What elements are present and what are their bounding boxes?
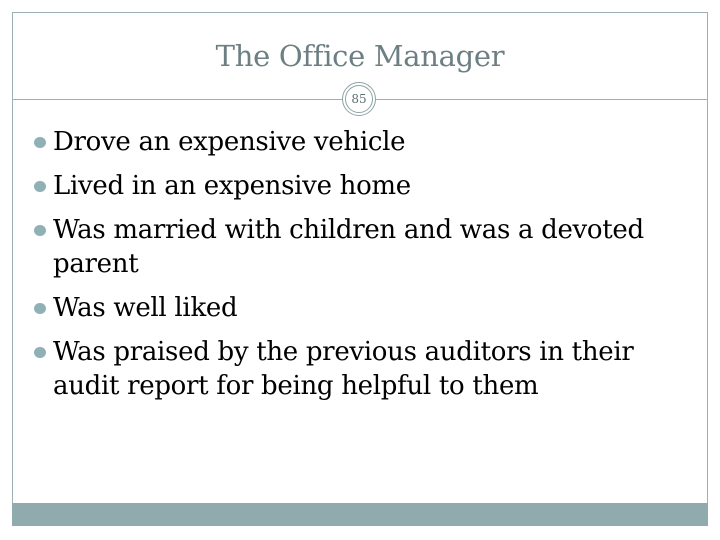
page-number-badge bbox=[342, 82, 376, 116]
page-number: 85 bbox=[345, 85, 373, 113]
bullet-text: Was married with children and was a devoted parent bbox=[53, 215, 644, 279]
bullet-text: Drove an expensive vehicle bbox=[53, 127, 406, 157]
bullet-text: Lived in an expensive home bbox=[53, 171, 411, 201]
bullet-item bbox=[34, 291, 694, 325]
bullet-icon bbox=[34, 347, 46, 358]
bullet-icon bbox=[34, 137, 46, 148]
footer-bar bbox=[12, 503, 708, 526]
bullet-text: Was well liked bbox=[53, 293, 238, 323]
bullet-icon bbox=[34, 303, 46, 314]
bullet-item bbox=[34, 169, 694, 203]
bullet-icon bbox=[34, 225, 46, 236]
slide-title: The Office Manager bbox=[215, 39, 505, 73]
bullet-icon bbox=[34, 181, 46, 192]
bullet-list bbox=[34, 125, 694, 413]
bullet-item bbox=[34, 213, 694, 281]
bullet-item bbox=[34, 335, 694, 403]
bullet-item bbox=[34, 125, 694, 159]
bullet-text: Was praised by the previous auditors in their audit report for being helpful to them bbox=[53, 337, 634, 401]
